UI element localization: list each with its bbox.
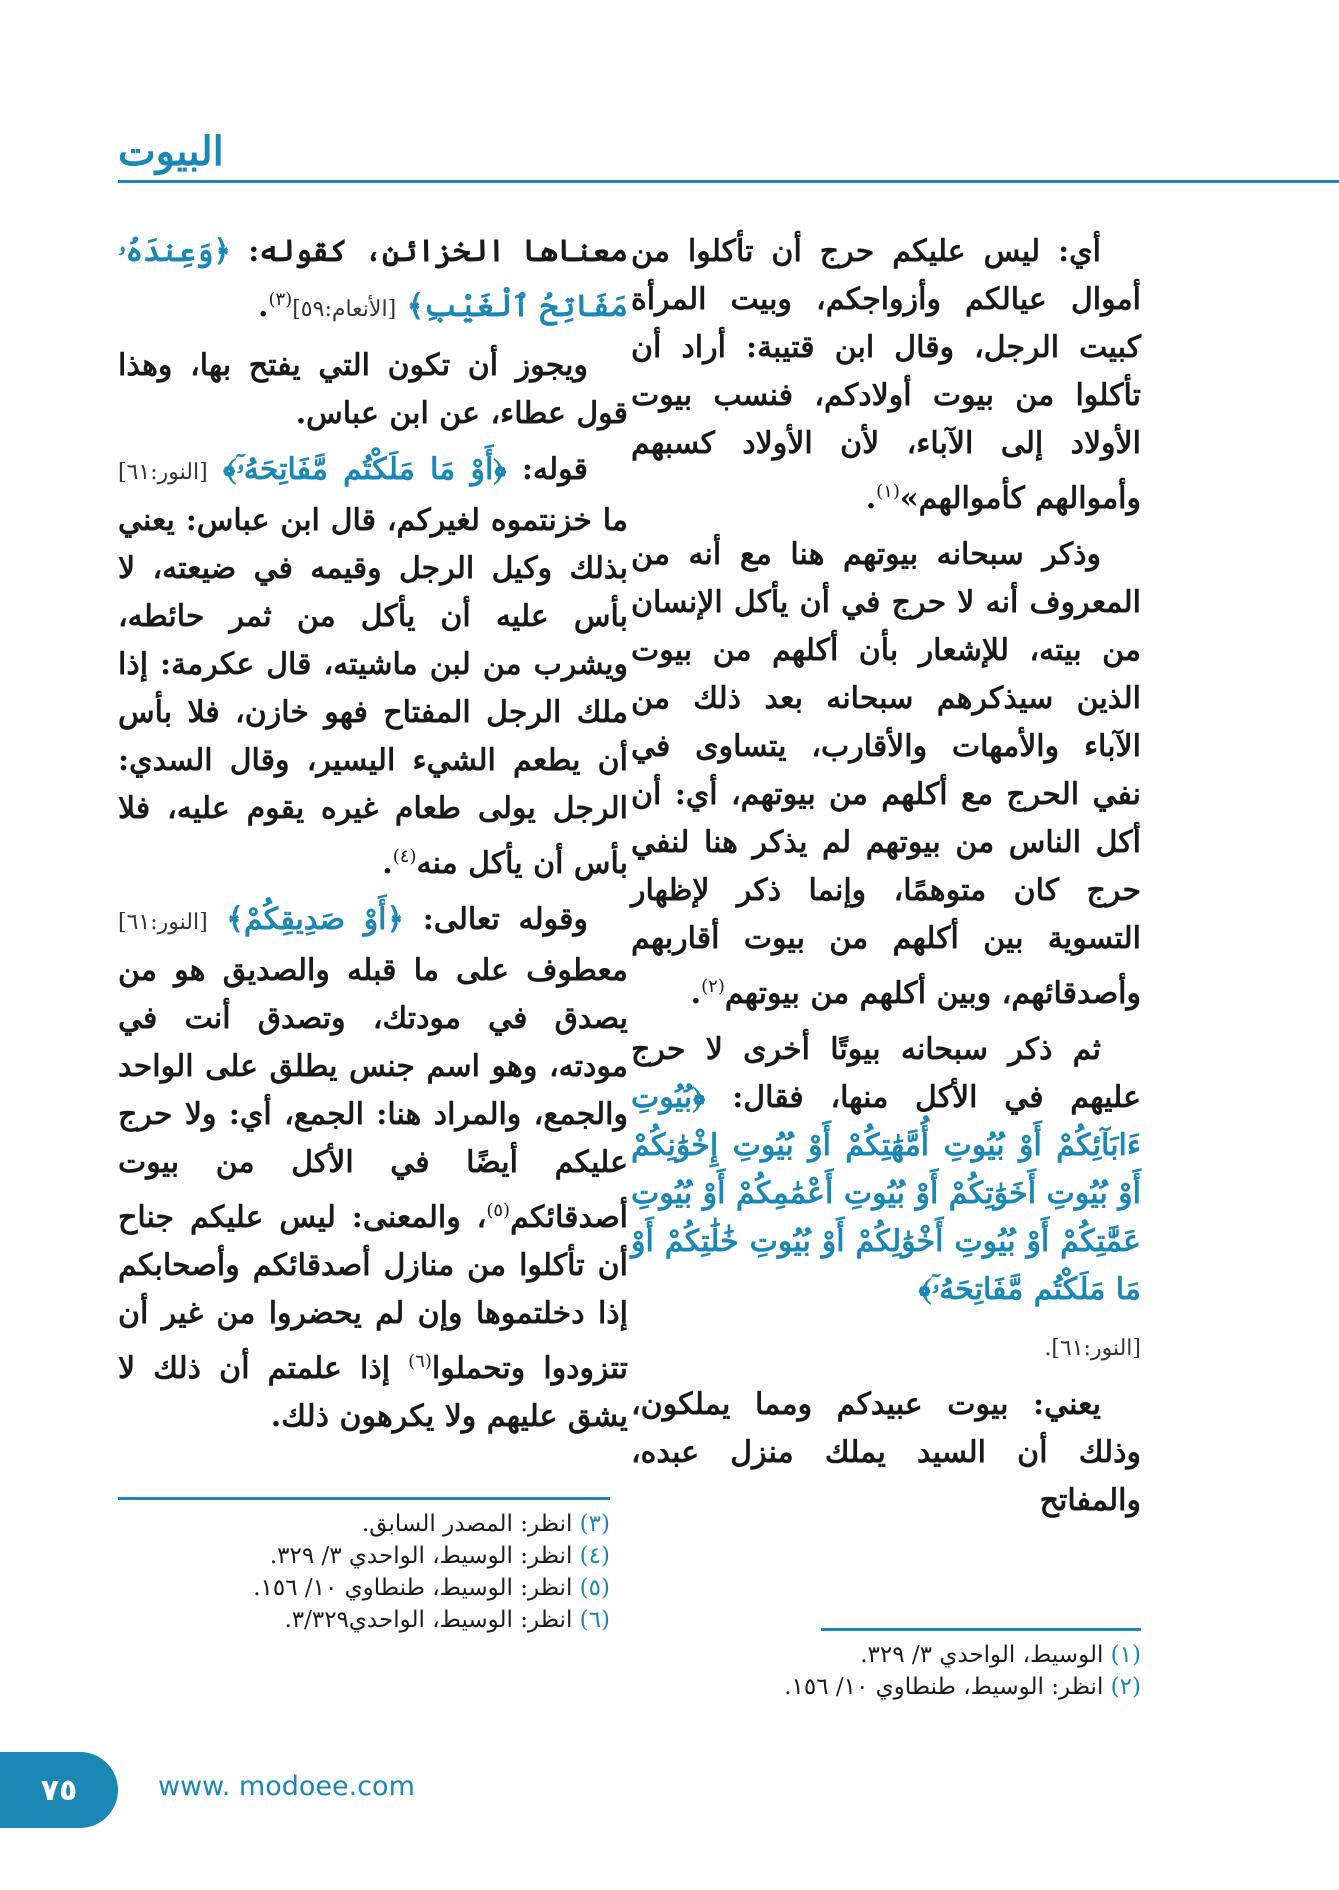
paragraph: يعني: بيوت عبيدكم ومما يملكون، وذلك أن السيد يملك منزل عبده، والمفاتح bbox=[631, 1387, 1141, 1518]
footnote-mark: (٤) bbox=[392, 846, 417, 867]
left-text-column bbox=[118, 228, 628, 1449]
footnote: (٤) انظر: الوسيط، الواحدي ٣/ ٣٢٩. bbox=[269, 1543, 610, 1569]
paragraph: وذكر سبحانه بيوتهم هنا مع أنه من المعروف أنه لا حرج في أن يأكل الإنسان من بيته، للإشعار بأن أكلهم من بيوت الذين سيذكرهم سبحانه بعد ذلك من الآباء والأمهات والأقارب، يتساوى في نفي الحرج مع أكلهم من بيوتهم، أي: أن أكل الناس من بيوتهم لم يذكر هنا لنفي حرج كان متوهمًا، وإنما ذكر لإظهار التسوية بين أكلهم من بيوت أقاربهم وأصدقائهم، وبين أكلهم من بيوتهم$^{(٢)}$. bbox=[631, 537, 1141, 1011]
quran-verse: ﴿أَوْ مَا مَلَكْتُم مَّفَاتِحَهُۥٓ﴾ bbox=[222, 452, 507, 487]
page-number: ٧٥ bbox=[0, 1752, 118, 1828]
footnote-divider bbox=[118, 1497, 610, 1500]
footnote-mark: (٢) bbox=[701, 976, 725, 997]
right-text-column bbox=[631, 228, 1141, 1533]
footnote: (٢) انظر: الوسيط، طنطاوي ١٠/ ١٥٦. bbox=[784, 1674, 1141, 1700]
footnote-mark: (١) bbox=[876, 481, 900, 502]
verse-reference: [النور:٦١] bbox=[118, 910, 208, 935]
verse-reference: [النور:٦١] bbox=[118, 460, 208, 485]
footnote-mark: (٥) bbox=[486, 1200, 511, 1221]
paragraph: أي: ليس عليكم حرج أن تأكلوا من أموال عيالكم وأزواجكم، وبيت المرأة كبيت الرجل، وقال ابن قتيبة: أراد أن تأكلوا من بيوت أولادكم، فنسب بيوت الأولاد إلى الآباء، لأن الأولاد كسبهم وأموالهم كأموالهم»$^{(١)}$. bbox=[631, 234, 1141, 516]
paragraph: وقوله تعالى: ﴿أَوْ صَدِيقِكُمْ﴾ [النور:٦١] معطوف على ما قبله والصديق هو من يصدق في مودتك، وتصدق أنت في مودته، وهو اسم جنس يطلق على الواحد والجمع، والمراد هنا: الجمع، أي: ولا حرج عليكم أيضًا في الأكل من بيوت أصدقائكم$^{(٥)}$، والمعنى: ليس عليكم جناح أن تأكلوا من منازل أصدقائكم وأصحابكم إذا دخلتموها وإن لم يحضروا من غير أن تتزودوا وتحملوا$^{(٦)}$ إذا علمتم أن ذلك لا يشق عليهم ولا يكرهون ذلك. bbox=[118, 902, 628, 1434]
quran-verse: ﴿وَعِندَهُۥ مَفَاتِحُ ٱلْغَيْبِ﴾ bbox=[118, 234, 628, 324]
paragraph: ثم ذكر سبحانه بيوتًا أخرى لا حرج عليهم في الأكل منها، فقال: ﴿بُيُوتِ ءَابَآئِكُمْ أَوْ بُيُوتِ أُمَّهَٰتِكُمْ أَوْ بُيُوتِ إِخْوَٰنِكُمْ أَوْ بُيُوتِ أَخَوَٰتِكُمْ أَوْ بُيُوتِ أَعْمَٰمِكُمْ أَوْ بُيُوتِ عَمَّٰتِكُمْ أَوْ بُيُوتِ أَخْوَٰلِكُمْ أَوْ بُيُوتِ خَٰلَٰتِكُمْ أَوْ مَا مَلَكْتُم مَّفَاتِحَهُۥٓ﴾ bbox=[631, 1032, 1141, 1307]
paragraph: ويجوز أن تكون التي يفتح بها، وهذا قول عطاء، عن ابن عباس. bbox=[118, 348, 628, 431]
footnote: (٥) انظر: الوسيط، طنطاوي ١٠/ ١٥٦. bbox=[253, 1575, 610, 1601]
paragraph: قوله: ﴿أَوْ مَا مَلَكْتُم مَّفَاتِحَهُۥٓ﴾ [النور:٦١] ما خزنتموه لغيركم، قال ابن عباس: يعني بذلك وكيل الرجل وقيمه في ضيعته، لا بأس عليه أن يأكل من ثمر حائطه، ويشرب من لبن ماشيته، قال عكرمة: إذا ملك الرجل المفتاح فهو خازن، فلا بأس أن يطعم الشيء اليسير، وقال السدي: الرجل يولى طعام غيره يقوم عليه، فلا بأس أن يأكل منه$^{(٤)}$. bbox=[118, 452, 628, 881]
header-divider bbox=[118, 180, 1339, 183]
paragraph: معناها الخزائن، كقوله: ﴿وَعِندَهُۥ مَفَاتِحُ ٱلْغَيْبِ﴾ [الأنعام:٥٩]$^{(٣)}$. bbox=[118, 234, 628, 324]
footnote: (٣) انظر: المصدر السابق. bbox=[362, 1511, 610, 1537]
verse-reference: [النور:٦١]. bbox=[1044, 1336, 1141, 1361]
footnotes-left bbox=[118, 1508, 610, 1636]
footnote-mark: (٣) bbox=[268, 289, 293, 310]
verse-reference: [الأنعام:٥٩] bbox=[292, 297, 397, 322]
quran-verse: ﴿أَوْ صَدِيقِكُمْ﴾ bbox=[226, 902, 405, 937]
footnote-divider bbox=[821, 1628, 1141, 1631]
footnotes-right bbox=[641, 1639, 1141, 1703]
footnote: (١) الوسيط، الواحدي ٣/ ٣٢٩. bbox=[860, 1642, 1141, 1668]
footnote: (٦) انظر: الوسيط، الواحدي٣/٣٢٩. bbox=[284, 1607, 610, 1633]
quran-verse: ﴿بُيُوتِ ءَابَآئِكُمْ أَوْ بُيُوتِ أُمَّهَٰتِكُمْ أَوْ بُيُوتِ إِخْوَٰنِكُمْ أَوْ بُيُوتِ أَخَوَٰتِكُمْ أَوْ بُيُوتِ أَعْمَٰمِكُمْ أَوْ بُيُوتِ عَمَّٰتِكُمْ أَوْ بُيُوتِ أَخْوَٰلِكُمْ أَوْ بُيُوتِ خَٰلَٰتِكُمْ أَوْ مَا مَلَكْتُم مَّفَاتِحَهُۥٓ﴾ bbox=[631, 1080, 1141, 1307]
page-title: البيوت bbox=[118, 128, 224, 175]
website-link[interactable]: www. modoee.com bbox=[158, 1771, 415, 1802]
footnote-mark: (٦) bbox=[408, 1351, 432, 1372]
